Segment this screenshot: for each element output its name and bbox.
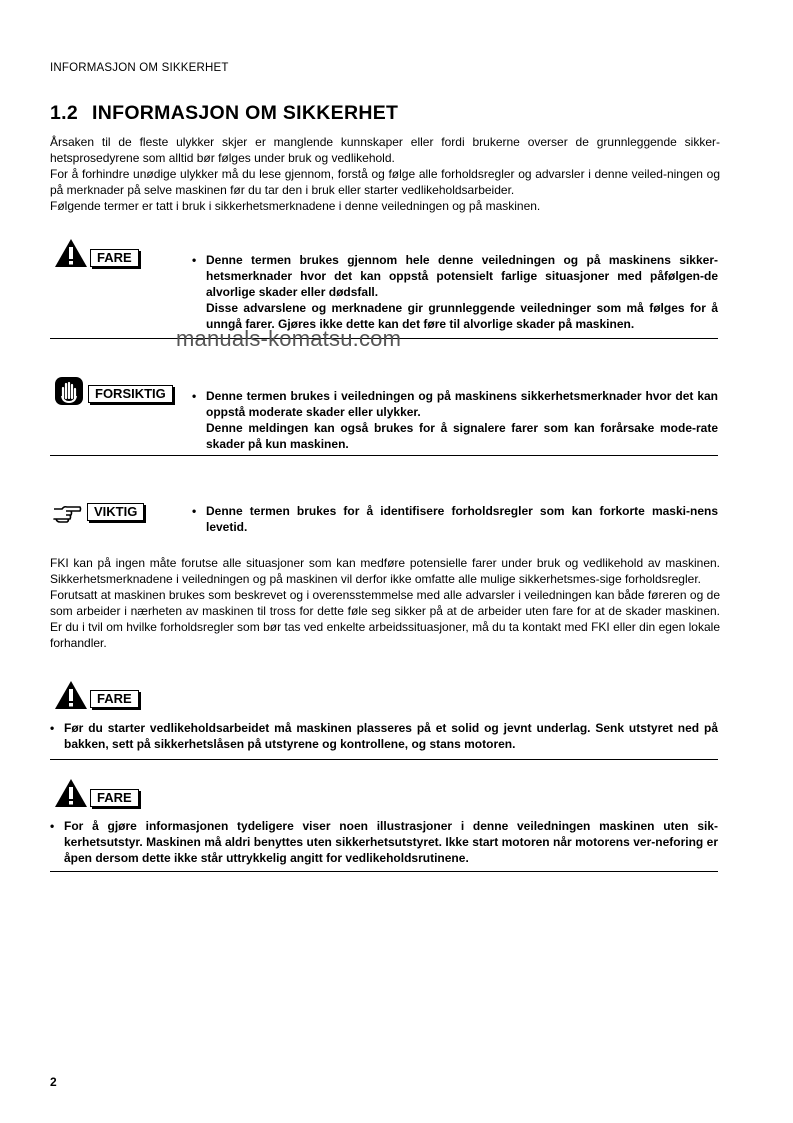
- fare-label: FARE: [90, 690, 139, 708]
- warning-text: [50, 818, 718, 866]
- body-paragraph: Forutsatt at maskinen brukes som beskrevet og i overensstemmelse med alle advarsler i veiledningen kan både føreren og de som arbeider i nærheten av maskinen til tross for dette føle seg sikker på at de arbeider uten fare for at de skader maskinen. Er du i tvil om hvilke forholdsregler som bør tas ved enkelte arbeidssituasjoner, må du ta kontakt med FKI eller din egen lokale forhandler.: [50, 588, 720, 650]
- forsiktig-label: FORSIKTIG: [88, 385, 173, 403]
- viktig-label: VIKTIG: [87, 503, 144, 521]
- bullet: •: [192, 253, 197, 267]
- term-line: Denne meldingen kan også brukes for å signalere farer som kan forårsake mode-rate skader på kun maskinen.: [206, 421, 718, 451]
- intro-paragraphs: [50, 134, 720, 214]
- watermark: manuals-komatsu.com: [176, 326, 402, 351]
- intro-paragraph: For å forhindre unødige ulykker må du lese gjennom, forstå og følge alle forholdsregler og advarsler i denne veiled-ningen og på merknader på selve maskinen før du tar den i bruk eller starter vedlikeholdsarbeider.: [50, 167, 720, 197]
- warning-line: For å gjøre informasjonen tydeligere viser noen illustrasjoner i denne veiledningen maskinen uten sik-kerhetsutstyr. Maskinen må aldri benyttes uten sikkerhetsutstyret. Ikke start motoren når motorens ver-neforing er åpen dersom dette ikke står uttrykkelig angitt for vedlikeholdsrutinene.: [64, 819, 718, 865]
- intro-paragraph: Følgende termer er tatt i bruk i sikkerhetsmerknadene i denne veiledningen og på maskinen.: [50, 199, 541, 213]
- viktig-description: [192, 503, 718, 535]
- bullet: •: [192, 389, 197, 403]
- divider: [50, 871, 718, 872]
- intro-paragraph: Årsaken til de fleste ulykker skjer er manglende kunnskaper eller fordi brukerne overser de grunnleggende sikker-hetsprosedyrene som alltid bør følges under bruk og vedlikehold.: [50, 135, 720, 165]
- caution-hand-icon: [54, 376, 84, 406]
- danger-triangle-icon: [54, 778, 88, 808]
- warning-line: Før du starter vedlikeholdsarbeidet må maskinen plasseres på et solid og jevnt underlag. Senk utstyret ned på bakken, sett på sikkerhetslåsen på utstyrene og kontrollene, og stans motoren.: [64, 721, 718, 751]
- forsiktig-description: [192, 388, 718, 452]
- section-title-text: INFORMASJON OM SIKKERHET: [92, 102, 399, 124]
- divider: [50, 759, 718, 760]
- danger-triangle-icon: [54, 238, 88, 268]
- term-line: Denne termen brukes i veiledningen og på maskinens sikkerhetsmerknader hvor det kan oppstå moderate skader eller ulykker.: [206, 389, 718, 419]
- fare-label: FARE: [90, 249, 139, 267]
- pointing-hand-icon: [52, 503, 82, 523]
- danger-triangle-icon: [54, 680, 88, 710]
- fare-description: [192, 252, 718, 332]
- bullet: •: [192, 504, 197, 518]
- fare-label: FARE: [90, 789, 139, 807]
- bullet: •: [50, 721, 55, 735]
- running-header: INFORMASJON OM SIKKERHET: [50, 62, 229, 74]
- term-line: Denne termen brukes for å identifisere forholdsregler som kan forkorte maski-nens levetid.: [206, 504, 718, 534]
- section-number: 1.2: [50, 102, 79, 124]
- page-number: 2: [50, 1075, 57, 1089]
- body-paragraphs: [50, 555, 720, 651]
- term-line: Denne termen brukes gjennom hele denne veiledningen og på maskinens sikker-hetsmerknader hvor det kan oppstå potensielt farlige situasjoner med påfølgen-de alvorlige skader eller dødsfall.: [206, 253, 718, 299]
- warning-text: [50, 720, 718, 752]
- divider: [50, 455, 718, 456]
- section-title: [50, 102, 398, 125]
- bullet: •: [50, 819, 55, 833]
- term-line: Disse advarslene og merknadene gir grunnleggende veiledninger som må følges for å unngå farer. Gjøres ikke dette kan det føre til alvorlige skader på maskinen.: [206, 301, 718, 331]
- body-paragraph: FKI kan på ingen måte forutse alle situasjoner som kan medføre potensielle farer under bruk og vedlikehold av maskinen. Sikkerhetsmerknadene i veiledningen og på maskinen vil derfor ikke omfatte alle mulige sikkerhetsmes-sige forholdsregler.: [50, 556, 720, 586]
